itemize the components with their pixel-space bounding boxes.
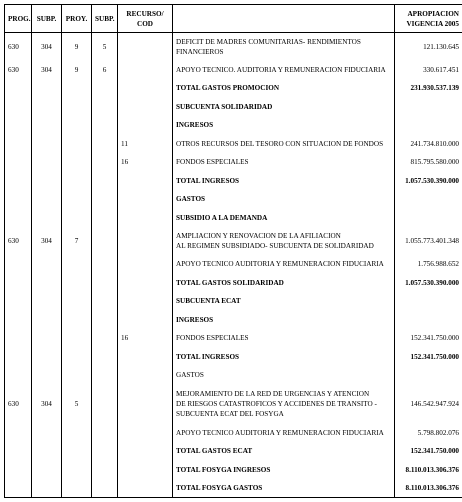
cell-proy [62, 461, 92, 479]
cell-proy [62, 329, 92, 347]
cell-value [395, 98, 462, 116]
description-line: SUBCUENTA ECAT DEL FOSYGA [176, 410, 284, 419]
cell-proy [62, 311, 92, 329]
cell-subp2 [92, 292, 118, 310]
cell-description [173, 311, 395, 329]
cell-description [173, 172, 395, 190]
cell-prog [5, 79, 32, 97]
table-row [5, 274, 462, 292]
cell-description [173, 255, 395, 273]
header-apropiacion [395, 5, 462, 33]
cell-subp2 [92, 442, 118, 460]
description-line: MEJORAMIENTO DE LA RED DE URGENCIAS Y ATENCION [176, 390, 370, 399]
cell-value: 152.341.750.000 [395, 329, 462, 347]
cell-description [173, 79, 395, 97]
cell-description [173, 33, 395, 61]
cell-subp2 [92, 311, 118, 329]
cell-proy [62, 292, 92, 310]
cell-value: 121.130.645 [395, 33, 462, 61]
cell-recurso: 11 [118, 135, 173, 153]
cell-value: 152.341.750.000 [395, 442, 462, 460]
description-line: AMPLIACION Y RENOVACION DE LA AFILIACION [176, 232, 341, 241]
table-row [5, 227, 462, 255]
description-line: SUBCUENTA SOLIDARIDAD [176, 102, 273, 111]
cell-value [395, 208, 462, 226]
cell-subp [32, 348, 62, 366]
description-line: TOTAL GASTOS SOLIDARIDAD [176, 278, 284, 287]
description-line: TOTAL FOSYGA GASTOS [176, 483, 263, 492]
cell-proy: 9 [62, 61, 92, 79]
cell-recurso [118, 442, 173, 460]
cell-recurso [118, 255, 173, 273]
cell-proy [62, 172, 92, 190]
cell-subp2: 5 [92, 33, 118, 61]
cell-subp2 [92, 98, 118, 116]
table-row [5, 384, 462, 423]
cell-description [173, 116, 395, 134]
cell-description [173, 61, 395, 79]
cell-recurso [118, 366, 173, 384]
table-row [5, 479, 462, 498]
cell-recurso [118, 98, 173, 116]
header-description [173, 5, 395, 33]
cell-description [173, 98, 395, 116]
cell-recurso [118, 227, 173, 255]
cell-prog [5, 366, 32, 384]
description-line: FONDOS ESPECIALES [176, 158, 249, 167]
cell-subp [32, 98, 62, 116]
cell-description [173, 153, 395, 171]
table-row [5, 292, 462, 310]
cell-value: 1.055.773.401.348 [395, 227, 462, 255]
cell-recurso [118, 33, 173, 61]
cell-description [173, 442, 395, 460]
cell-proy [62, 79, 92, 97]
cell-subp [32, 190, 62, 208]
description-line: INGRESOS [176, 121, 214, 130]
table-row [5, 135, 462, 153]
cell-subp2 [92, 424, 118, 442]
cell-subp: 304 [32, 384, 62, 423]
cell-prog [5, 135, 32, 153]
header-recurso-line-2: COD [137, 19, 153, 28]
table-row [5, 208, 462, 226]
cell-recurso [118, 208, 173, 226]
cell-subp2 [92, 190, 118, 208]
table-row [5, 255, 462, 273]
cell-proy: 5 [62, 384, 92, 423]
cell-subp [32, 79, 62, 97]
cell-subp [32, 479, 62, 498]
cell-proy [62, 190, 92, 208]
cell-recurso [118, 79, 173, 97]
cell-subp: 304 [32, 227, 62, 255]
cell-value: 152.341.750.000 [395, 348, 462, 366]
table-row [5, 442, 462, 460]
cell-subp2 [92, 255, 118, 273]
cell-subp [32, 208, 62, 226]
description-line: OTROS RECURSOS DEL TESORO CON SITUACION DE FONDOS [176, 139, 384, 148]
description-line: TOTAL INGRESOS [176, 352, 240, 361]
cell-proy [62, 153, 92, 171]
cell-prog: 630 [5, 227, 32, 255]
cell-recurso [118, 61, 173, 79]
header-subp2: SUBP. [92, 5, 118, 33]
cell-prog [5, 479, 32, 498]
cell-proy [62, 255, 92, 273]
cell-description [173, 274, 395, 292]
header-apropiacion-line-1: APROPIACION [407, 9, 459, 18]
description-line: FONDOS ESPECIALES [176, 334, 249, 343]
description-line: TOTAL FOSYGA INGRESOS [176, 465, 271, 474]
cell-proy [62, 274, 92, 292]
cell-subp [32, 366, 62, 384]
description-line: SUBSIDIO A LA DEMANDA [176, 213, 268, 222]
cell-prog: 630 [5, 33, 32, 61]
table-row [5, 329, 462, 347]
cell-value: 815.795.580.000 [395, 153, 462, 171]
cell-value: 1.756.988.652 [395, 255, 462, 273]
cell-recurso: 16 [118, 153, 173, 171]
cell-description [173, 190, 395, 208]
description-line: APOYO TECNICO. AUDITORIA Y REMUNERACION FIDUCIARIA [176, 65, 386, 74]
cell-prog [5, 461, 32, 479]
cell-subp [32, 329, 62, 347]
cell-value: 241.734.810.000 [395, 135, 462, 153]
cell-proy [62, 208, 92, 226]
cell-prog [5, 311, 32, 329]
description-line: TOTAL GASTOS PROMOCION [176, 84, 280, 93]
cell-value: 1.057.530.390.000 [395, 172, 462, 190]
cell-value [395, 190, 462, 208]
cell-proy [62, 366, 92, 384]
description-line: GASTOS [176, 371, 204, 380]
cell-proy: 7 [62, 227, 92, 255]
description-line: INGRESOS [176, 315, 214, 324]
cell-value: 5.798.802.076 [395, 424, 462, 442]
table-body [5, 33, 462, 498]
cell-recurso [118, 479, 173, 498]
cell-value: 146.542.947.924 [395, 384, 462, 423]
cell-recurso [118, 292, 173, 310]
cell-description [173, 227, 395, 255]
cell-prog [5, 274, 32, 292]
cell-subp: 304 [32, 33, 62, 61]
cell-proy [62, 98, 92, 116]
cell-description [173, 384, 395, 423]
cell-subp2 [92, 153, 118, 171]
description-line: FINANCIEROS [176, 47, 224, 56]
cell-description [173, 329, 395, 347]
cell-prog [5, 172, 32, 190]
description-line: AL REGIMEN SUBSIDIADO- SUBCUENTA DE SOLIDARIDAD [176, 242, 374, 251]
cell-description [173, 424, 395, 442]
cell-description [173, 479, 395, 498]
header-row [5, 5, 462, 33]
cell-subp2 [92, 208, 118, 226]
cell-subp [32, 311, 62, 329]
cell-description [173, 208, 395, 226]
cell-recurso [118, 424, 173, 442]
cell-subp [32, 116, 62, 134]
cell-subp2 [92, 366, 118, 384]
cell-subp [32, 135, 62, 153]
cell-proy [62, 479, 92, 498]
description-line: APOYO TECNICO AUDITORIA Y REMUNERACION FIDUCIARIA [176, 260, 384, 269]
header-recurso-line-1: RECURSO/ [126, 9, 164, 18]
cell-prog [5, 424, 32, 442]
cell-prog [5, 98, 32, 116]
cell-prog [5, 329, 32, 347]
cell-subp2 [92, 274, 118, 292]
cell-subp2 [92, 479, 118, 498]
header-proy: PROY. [62, 5, 92, 33]
description-line: TOTAL INGRESOS [176, 176, 240, 185]
cell-subp [32, 172, 62, 190]
table-row [5, 172, 462, 190]
cell-description [173, 348, 395, 366]
cell-recurso [118, 116, 173, 134]
cell-value [395, 116, 462, 134]
cell-subp [32, 274, 62, 292]
cell-subp2 [92, 135, 118, 153]
cell-prog: 630 [5, 61, 32, 79]
cell-value: 330.617.451 [395, 61, 462, 79]
cell-subp2 [92, 384, 118, 423]
cell-value: 8.110.013.306.376 [395, 461, 462, 479]
cell-recurso: 16 [118, 329, 173, 347]
description-line: DE RIESGOS CATASTROFICOS Y ACCIDENES DE TRANSITO - [176, 400, 377, 409]
cell-value: 8.110.013.306.376 [395, 479, 462, 498]
cell-value: 231.930.537.139 [395, 79, 462, 97]
cell-value [395, 366, 462, 384]
cell-proy [62, 424, 92, 442]
cell-prog [5, 190, 32, 208]
description-line: DEFICIT DE MADRES COMUNITARIAS- RENDIMIENTOS [176, 37, 361, 46]
cell-recurso [118, 384, 173, 423]
cell-prog: 630 [5, 384, 32, 423]
table-row [5, 79, 462, 97]
table-row [5, 33, 462, 61]
header-apropiacion-line-2: VIGENCIA 2005 [406, 19, 459, 28]
table-row [5, 153, 462, 171]
cell-description [173, 461, 395, 479]
cell-description [173, 135, 395, 153]
cell-prog [5, 116, 32, 134]
cell-subp [32, 461, 62, 479]
cell-proy [62, 442, 92, 460]
cell-recurso [118, 172, 173, 190]
cell-proy [62, 348, 92, 366]
cell-subp2 [92, 329, 118, 347]
table-row [5, 311, 462, 329]
cell-subp2: 6 [92, 61, 118, 79]
cell-subp2 [92, 172, 118, 190]
table-row [5, 461, 462, 479]
cell-prog [5, 208, 32, 226]
description-line: APOYO TECNICO AUDITORIA Y REMUNERACION FIDUCIARIA [176, 428, 384, 437]
cell-subp2 [92, 116, 118, 134]
cell-subp [32, 442, 62, 460]
table-row [5, 424, 462, 442]
cell-prog [5, 153, 32, 171]
cell-proy [62, 116, 92, 134]
description-line: SUBCUENTA ECAT [176, 297, 241, 306]
table-row [5, 190, 462, 208]
header-subp: SUBP. [32, 5, 62, 33]
header-recurso [118, 5, 173, 33]
table-row [5, 98, 462, 116]
cell-prog [5, 442, 32, 460]
cell-recurso [118, 190, 173, 208]
cell-prog [5, 348, 32, 366]
cell-recurso [118, 274, 173, 292]
cell-recurso [118, 461, 173, 479]
cell-description [173, 366, 395, 384]
cell-recurso [118, 348, 173, 366]
cell-description [173, 292, 395, 310]
cell-proy: 9 [62, 33, 92, 61]
header-prog: PROG. [5, 5, 32, 33]
table-row [5, 61, 462, 79]
cell-proy [62, 135, 92, 153]
cell-value [395, 311, 462, 329]
cell-subp [32, 292, 62, 310]
table-row [5, 348, 462, 366]
table-row [5, 116, 462, 134]
cell-subp: 304 [32, 61, 62, 79]
cell-prog [5, 255, 32, 273]
cell-subp [32, 153, 62, 171]
table-row [5, 366, 462, 384]
cell-value: 1.057.530.390.000 [395, 274, 462, 292]
cell-subp2 [92, 461, 118, 479]
description-line: GASTOS [176, 195, 206, 204]
cell-recurso [118, 311, 173, 329]
cell-prog [5, 292, 32, 310]
description-line: TOTAL GASTOS ECAT [176, 447, 253, 456]
cell-value [395, 292, 462, 310]
cell-subp [32, 424, 62, 442]
cell-subp2 [92, 227, 118, 255]
budget-table [4, 4, 462, 498]
cell-subp2 [92, 79, 118, 97]
cell-subp [32, 255, 62, 273]
cell-subp2 [92, 348, 118, 366]
